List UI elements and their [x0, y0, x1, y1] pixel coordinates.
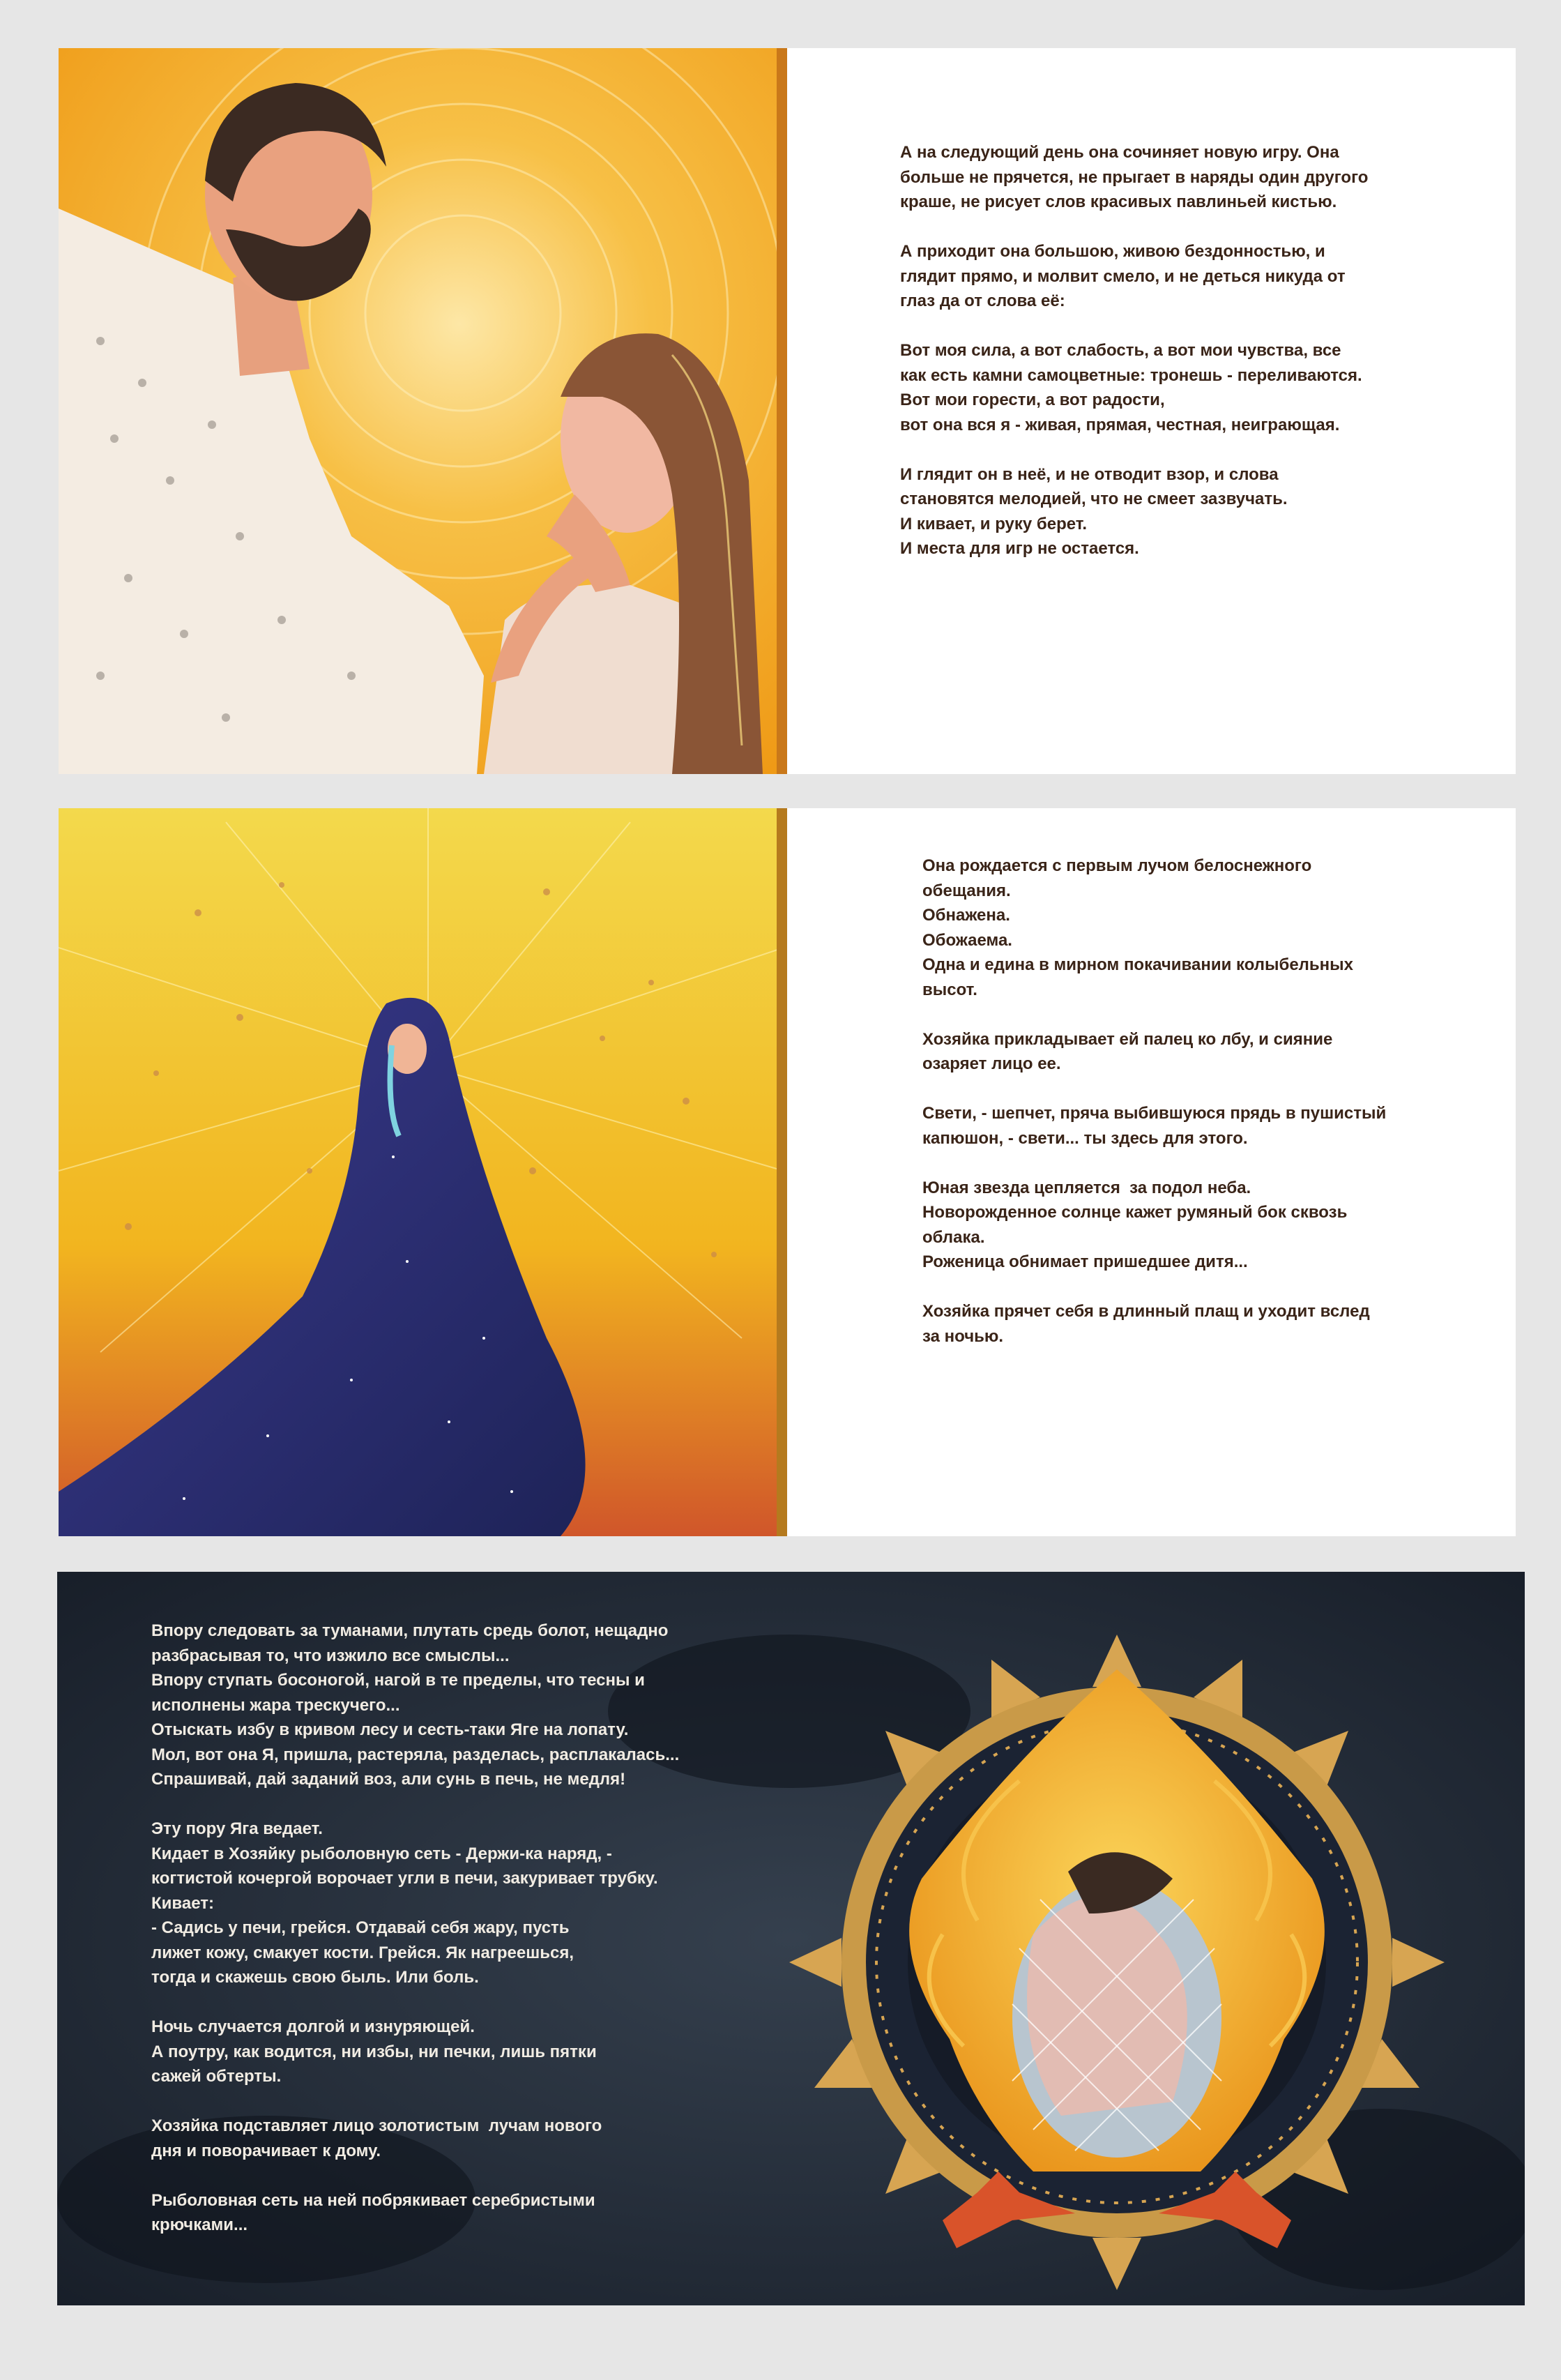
- spread-star-birth: [59, 808, 1516, 1536]
- story-text: Впору следовать за туманами, плутать средь болот, нещадно разбрасывая то, что изжило все смыслы... Впору ступать босоногой, нагой в те пределы, что тесны и исполнены жара трескучего... Отыскать избу в кривом лесу и сесть-таки Яге на лопату. Мол, вот она Я, пришла, растеряла, разделась, расплакалась... Спрашивай, дай заданий воз, али сунь в печь, не медля! Эту пору Яга ведает. Кидает в Хозяйку рыболовную сеть - Держи-ка наряд, - когтистой кочергой ворочает угли в печи, закуривает трубку. Кивает: - Садись у печи, грейся. Отдавай себя жару, пусть лижет кожу, смакует кости. Грейся. Як нагреешься, тогда и скажешь свою быль. Или боль. Ночь случается долгой и изнуряющей. А поутру, как водится, ни избы, ни печки, лишь пятки сажей обтерты. Хозяйка подставляет лицо золотистым лучам нового дня и поворачивает к дому. Рыболовная сеть на ней побрякивает серебристыми крючками...: [151, 1621, 680, 2234]
- spread-yaga: [57, 1572, 1525, 2305]
- cloaked-woman-illustration: [59, 808, 787, 1536]
- couple-illustration: [59, 48, 787, 774]
- story-text: Она рождается с первым лучом белоснежного обещания. Обнажена. Обожаема. Одна и едина в мирном покачивании колыбельных высот. Хозяйка прикладывает ей палец ко лбу, и сияние озаряет лицо ее. Свети, - шепчет, пряча выбившуюся прядь в пушистый капюшон, - свети... ты здесь для этого. Юная звезда цепляется за подол неба. Новорожденное солнце кажет румяный бок сквозь облака. Роженица обнимает пришедшее дитя... Хозяйка прячет себя в длинный плащ и уходит вслед за ночью.: [922, 856, 1387, 1346]
- spread-couple: [59, 48, 1516, 774]
- story-text: А на следующий день она сочиняет новую игру. Она больше не прячется, не прыгает в наряды один другого краше, не рисует слов красивых павлиньей кистью. А приходит она большою, живою бездонностью, и глядит прямо, и молвит смело, и не деться никуда от глаз да от слова её: Вот моя сила, а вот слабость, а вот мои чувства, все как есть камни самоцветные: тронешь - переливаются. Вот мои горести, а вот радости, вот она вся я - живая, прямая, честная, неиграющая. И глядит он в неё, и не отводит взор, и слова становятся мелодией, что не смеет зазвучать. И кивает, и руку берет. И места для игр не остается.: [900, 143, 1369, 558]
